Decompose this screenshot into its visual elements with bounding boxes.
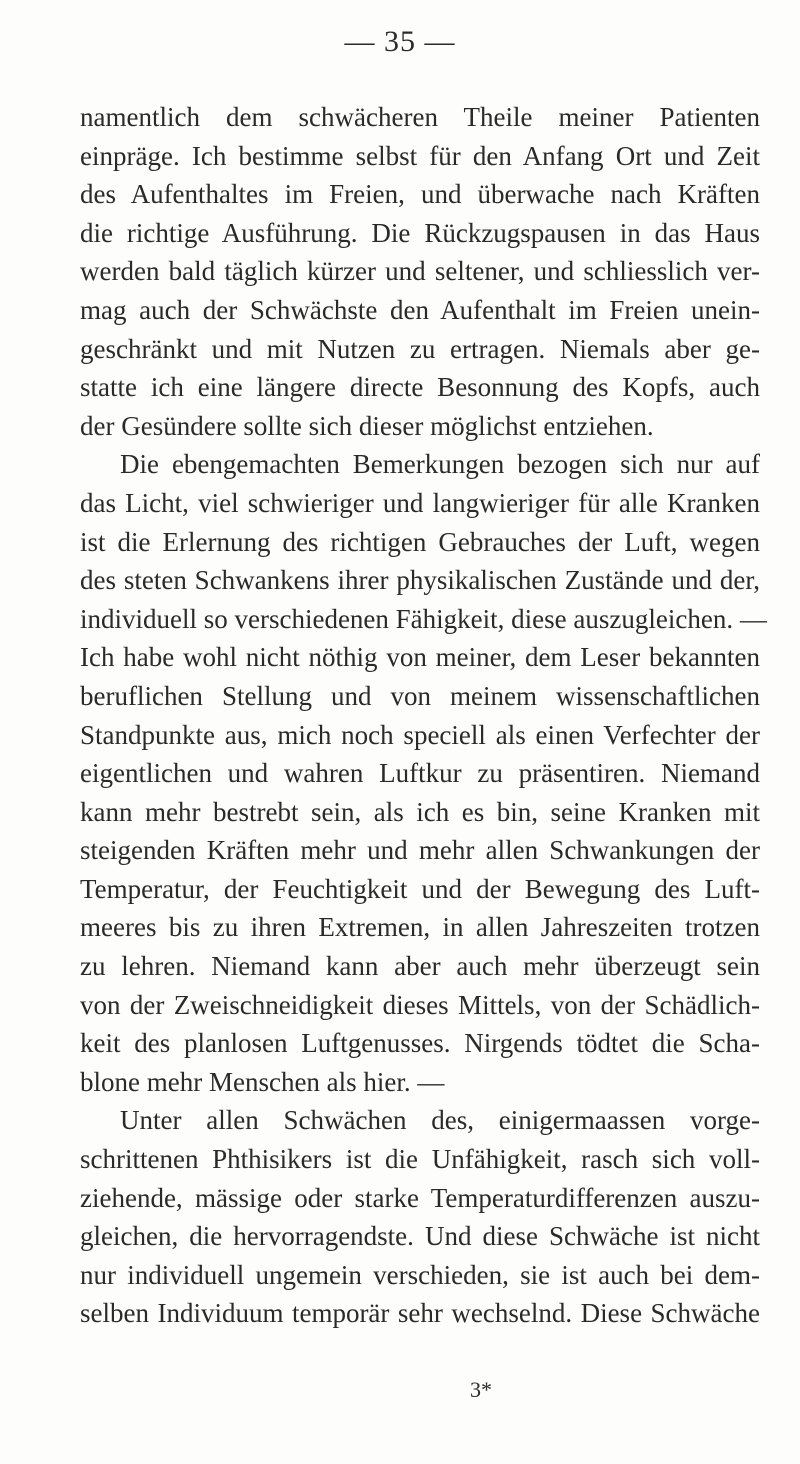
paragraph-start-line: Unter allen Schwächen des, einigermaassen vorge-: [120, 1105, 760, 1136]
text-line: statte ich eine längere directe Besonnung des Kopfs, auch: [80, 372, 760, 403]
text-line: ist die Erlernung des richtigen Gebrauches der Luft, wegen: [80, 526, 760, 557]
text-line: des Aufenthaltes im Freien, und überwache nach Kräften: [80, 179, 760, 210]
page-number: — 35 —: [344, 25, 456, 58]
body-text: [80, 98, 767, 1333]
text-line: nur individuell ungemein verschieden, sie ist auch bei dem-: [80, 1259, 760, 1290]
text-line: blone mehr Menschen als hier. —: [80, 1066, 445, 1097]
text-line: keit des planlosen Luftgenusses. Nirgends tödtet die Scha-: [80, 1028, 760, 1059]
text-line: schrittenen Phthisikers ist die Unfähigkeit, rasch sich voll-: [80, 1144, 760, 1175]
text-line: eigentlichen und wahren Luftkur zu präsentiren. Niemand: [80, 758, 760, 789]
text-line: die richtige Ausführung. Die Rückzugspausen in das Haus: [80, 217, 760, 248]
text-line: selben Individuum temporär sehr wechselnd. Diese Schwäche: [80, 1298, 760, 1329]
text-line: zu lehren. Niemand kann aber auch mehr überzeugt sein: [80, 951, 760, 982]
text-line: kann mehr bestrebt sein, als ich es bin, seine Kranken mit: [80, 796, 760, 827]
text-line: gleichen, die hervorragendste. Und diese Schwäche ist nicht: [80, 1221, 760, 1252]
text-line: von der Zweischneidigkeit dieses Mittels, von der Schädlich-: [80, 989, 760, 1020]
text-line: der Gesündere sollte sich dieser möglichst entziehen.: [80, 410, 654, 441]
text-line: Standpunkte aus, mich noch speciell als einen Verfechter der: [80, 719, 760, 750]
paragraph-start-line: Die ebengemachten Bemerkungen bezogen sich nur auf: [120, 449, 760, 480]
text-line: das Licht, viel schwieriger und langwieriger für alle Kranken: [80, 487, 760, 518]
text-line: werden bald täglich kürzer und seltener, und schliesslich ver-: [80, 256, 760, 287]
text-line: Temperatur, der Feuchtigkeit und der Bewegung des Luft-: [80, 873, 760, 904]
text-line: namentlich dem schwächeren Theile meiner Patienten: [80, 102, 760, 132]
text-line: des steten Schwankens ihrer physikalischen Zustände und der,: [80, 565, 760, 596]
text-line: steigenden Kräften mehr und mehr allen Schwankungen der: [80, 835, 760, 866]
text-line: mag auch der Schwächste den Aufenthalt im Freien unein-: [80, 294, 760, 325]
text-line: Ich habe wohl nicht nöthig von meiner, dem Leser bekannten: [80, 642, 760, 673]
text-line: einpräge. Ich bestimme selbst für den Anfang Ort und Zeit: [80, 140, 760, 171]
signature-mark: 3*: [470, 1377, 492, 1402]
text-line: geschränkt und mit Nutzen zu ertragen. Niemals aber ge-: [80, 333, 760, 364]
text-line: ziehende, mässige oder starke Temperaturdifferenzen auszu-: [80, 1182, 760, 1213]
text-line: meeres bis zu ihren Extremen, in allen Jahreszeiten trotzen: [80, 912, 760, 943]
text-line: beruflichen Stellung und von meinem wissenschaftlichen: [80, 680, 760, 711]
text-line: individuell so verschiedenen Fähigkeit, diese auszugleichen. —: [80, 603, 767, 634]
